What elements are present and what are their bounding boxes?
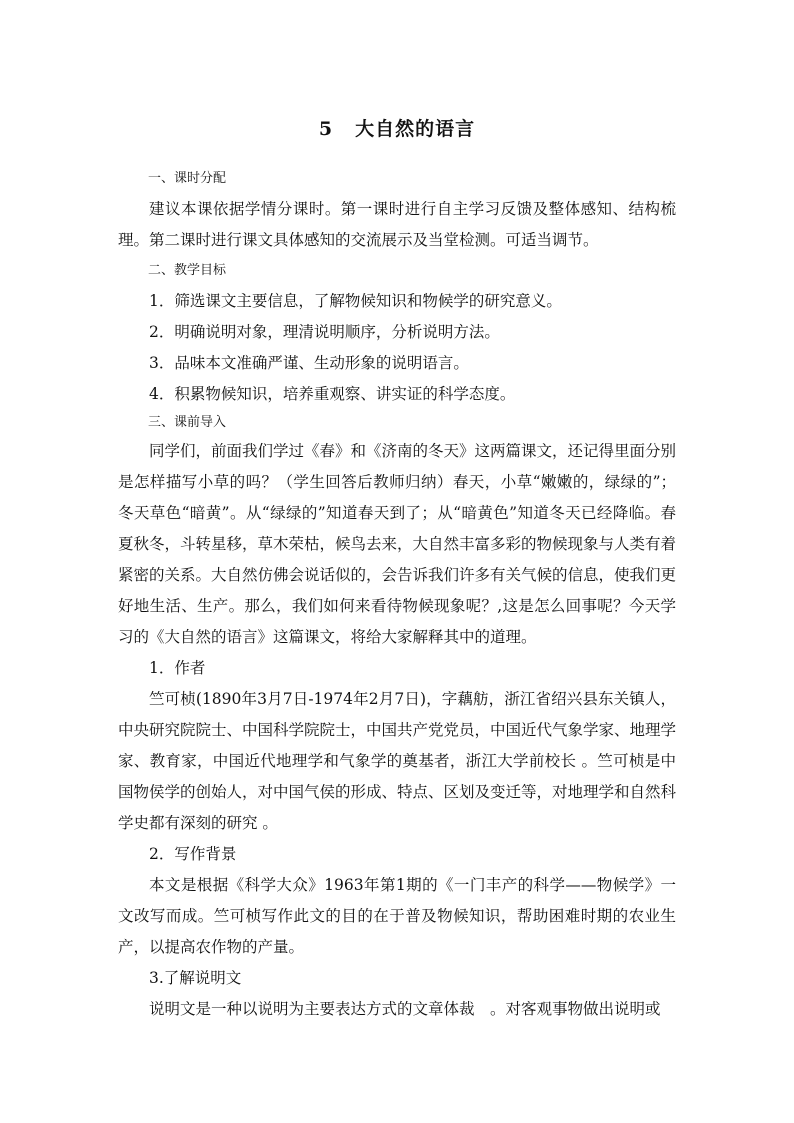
section-heading-introduction: 三、课前导入	[148, 415, 227, 430]
document-body	[118, 170, 676, 1025]
expository-paragraph: 说明文是一种以说明为主要表达方式的文章体裁 。对客观事物做出说明或	[149, 1000, 661, 1018]
teaching-goal-item: 3．品味本文准确严谨、生动形象的说明语言。	[149, 354, 469, 372]
teaching-goal-item: 4．积累物候知识，培养重观察、讲实证的科学态度。	[149, 385, 516, 403]
teaching-goal-item: 2．明确说明对象，理清说明顺序，分析说明方法。	[149, 323, 500, 341]
background-label: 2．写作背景	[149, 845, 237, 863]
title-text: 大自然的语言	[355, 118, 476, 140]
section-heading-teaching-goals: 二、教学目标	[148, 263, 227, 278]
lesson-allocation-paragraph: 建议本课依据学情分课时。第一课时进行自主学习反馈及整体感知、结构梳理。第二课时进行课文具体感知的交流展示及当堂检测。可适当调节。	[118, 200, 676, 249]
author-label: 1．作者	[149, 659, 206, 677]
introduction-paragraph: 同学们，前面我们学过《春》和《济南的冬天》这两篇课文，还记得里面分别是怎样描写小草的吗？（学生回答后教师归纳）春天，小草“嫩嫩的，绿绿的”；冬天草色“暗黄”。从“绿绿的”知道春天到了；从“暗黄色”知道冬天已经降临。春夏秋冬，斗转星移，草木荣枯，候鸟去来，大自然丰富多彩的物候现象与人类有着紧密的关系。大自然仿佛会说话似的，会告诉我们许多有关气候的信息，使我们更好地生活、生产。那么，我们如何来看待物候现象呢？,这是怎么回事呢？今天学习的《大自然的语言》这篇课文，将给大家解释其中的道理。	[118, 442, 677, 646]
expository-label: 3.了解说明文	[149, 969, 242, 987]
page-title	[0, 116, 794, 142]
teaching-goal-item: 1．筛选课文主要信息，了解物候知识和物候学的研究意义。	[149, 292, 562, 310]
section-heading-lesson-allocation: 一、课时分配	[148, 171, 227, 186]
background-paragraph: 本文是根据《科学大众》1963年第1期的《一门丰产的科学——物候学》一文改写而成。竺可桢写作此文的目的在于普及物候知识，帮助困难时期的农业生产，以提高农作物的产量。	[118, 876, 676, 956]
author-paragraph: 竺可桢(1890年3月7日-1974年2月7日)，字藕舫，浙江省绍兴县东关镇人，中央研究院院士、中国科学院院士，中国共产党党员，中国近代气象学家、地理学家、教育家，中国近代地理学和气象学的奠基者，浙江大学前校长 。竺可桢是中国物侯学的创始人，对中国气侯的形成、特点、区划及变迁等，对地理学和自然科学史都有深刻的研究 。	[118, 690, 677, 832]
title-number: 5	[318, 118, 334, 140]
